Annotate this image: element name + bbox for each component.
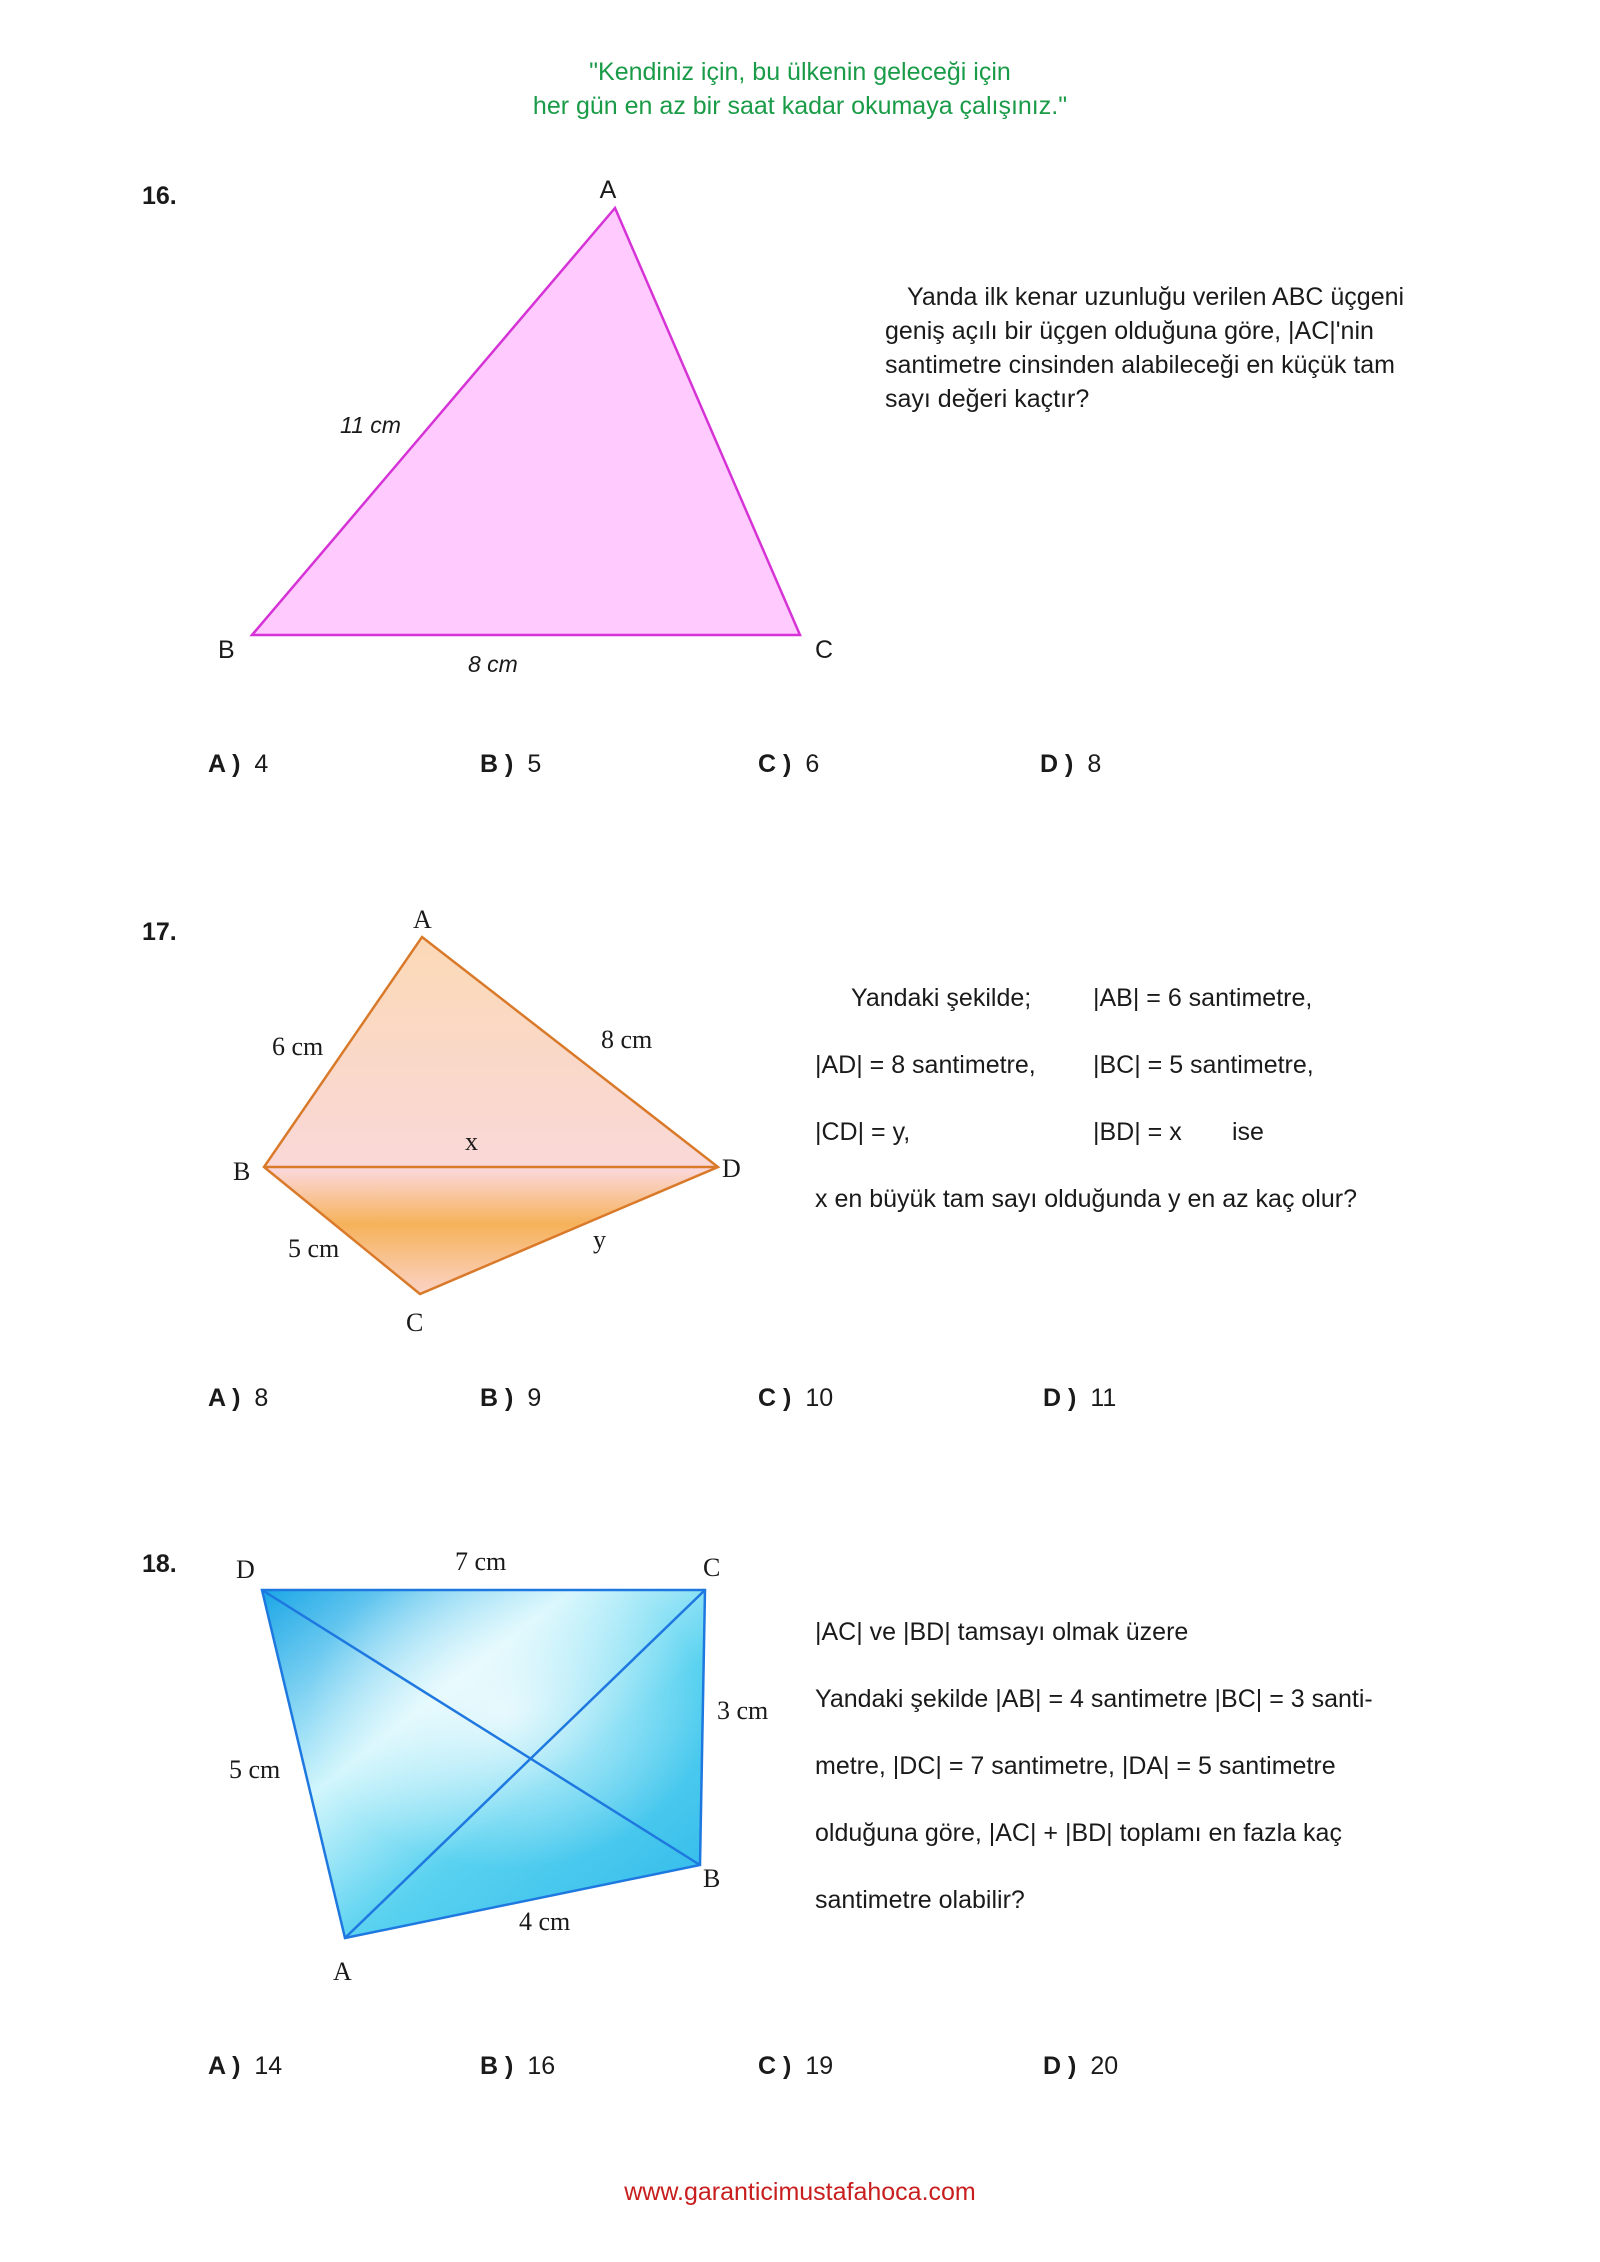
q18-quad-shine (262, 1590, 705, 1938)
q16-triangle (252, 208, 800, 635)
q17-side-AB: 6 cm (272, 1032, 324, 1061)
q18-option-d[interactable]: D ) 20 (1043, 2052, 1119, 2080)
q18-side-AB: 4 cm (519, 1907, 571, 1936)
q16-side-AB: 11 cm (340, 412, 401, 438)
q18-line-3: metre, |DC| = 7 santimetre, |DA| = 5 santimetre (815, 1752, 1336, 1780)
q17-side-AD: 8 cm (601, 1025, 653, 1054)
q17-label-A: A (413, 905, 432, 934)
q17-line-3a: |CD| = y, (815, 1118, 911, 1146)
q17-line-2a: |AD| = 8 santimetre, (815, 1051, 1036, 1079)
q16-option-d[interactable]: D ) 8 (1040, 750, 1102, 778)
q17-line-2b: |BC| = 5 santimetre, (1093, 1051, 1314, 1079)
q18-side-DA: 5 cm (229, 1755, 281, 1784)
q17-option-c[interactable]: C ) 10 (758, 1384, 834, 1412)
q17-line-3c: ise (1232, 1118, 1264, 1146)
q18-line-5: santimetre olabilir? (815, 1886, 1025, 1914)
quote-line-2: her gün en az bir saat kadar okumaya çalışınız." (532, 92, 1068, 120)
question-18-number: 18. (142, 1550, 177, 1578)
footer-url[interactable]: www.garanticimustafahoca.com (624, 2178, 976, 2206)
q16-question-text: Yanda ilk kenar uzunluğu verilen ABC üçgeni geniş açılı bir üçgen olduğuna göre, |AC|'nin santimetre cinsinden alabileceği en küçük tam sayı değeri kaçtır? (885, 283, 1405, 413)
q18-line-4: olduğuna göre, |AC| + |BD| toplamı en fazla kaç (815, 1819, 1342, 1847)
q16-side-BC: 8 cm (468, 651, 518, 677)
q18-line-2: Yandaki şekilde |AB| = 4 santimetre |BC| = 3 santi- (815, 1685, 1373, 1713)
q17-option-b[interactable]: B ) 9 (480, 1384, 542, 1412)
q18-label-A: A (333, 1957, 352, 1986)
quote-line-1: "Kendiniz için, bu ülkenin geleceği için (589, 58, 1011, 86)
q17-option-a[interactable]: A ) 8 (208, 1384, 269, 1412)
q17-line-4: x en büyük tam sayı olduğunda y en az kaç olur? (815, 1185, 1357, 1213)
q17-quadrilateral-figure (0, 880, 800, 1350)
q16-option-c[interactable]: C ) 6 (758, 750, 820, 778)
q17-label-C: C (406, 1308, 424, 1337)
q18-option-b[interactable]: B ) 16 (480, 2052, 556, 2080)
q17-line-1b: |AB| = 6 santimetre, (1093, 984, 1313, 1012)
q18-side-DC: 7 cm (455, 1547, 507, 1576)
q17-line-1a: Yandaki şekilde; (851, 984, 1032, 1012)
q17-option-d[interactable]: D ) 11 (1043, 1384, 1117, 1412)
q18-label-B: B (703, 1864, 721, 1893)
q17-side-CD: y (593, 1225, 606, 1254)
q18-label-C: C (703, 1553, 721, 1582)
q17-side-BC: 5 cm (288, 1234, 340, 1263)
q16-option-b[interactable]: B ) 5 (480, 750, 542, 778)
q17-line-3b: |BD| = x (1093, 1118, 1182, 1146)
q18-option-c[interactable]: C ) 19 (758, 2052, 834, 2080)
q16-label-B: B (218, 636, 235, 664)
q16-option-a[interactable]: A ) 4 (208, 750, 269, 778)
q18-quadrilateral-figure (0, 1520, 800, 1990)
q17-label-D: D (722, 1154, 741, 1183)
q16-label-A: A (599, 176, 617, 204)
q18-side-CB: 3 cm (717, 1696, 769, 1725)
q17-triangle-BCD (264, 1167, 718, 1294)
question-17-number: 17. (142, 918, 177, 946)
q16-label-C: C (815, 636, 834, 664)
q17-label-B: B (233, 1157, 251, 1186)
question-16-number: 16. (142, 182, 177, 210)
q18-line-1: |AC| ve |BD| tamsayı olmak üzere (815, 1618, 1189, 1646)
q18-label-D: D (236, 1555, 255, 1584)
q18-option-a[interactable]: A ) 14 (208, 2052, 283, 2080)
q17-side-BD: x (465, 1127, 478, 1156)
